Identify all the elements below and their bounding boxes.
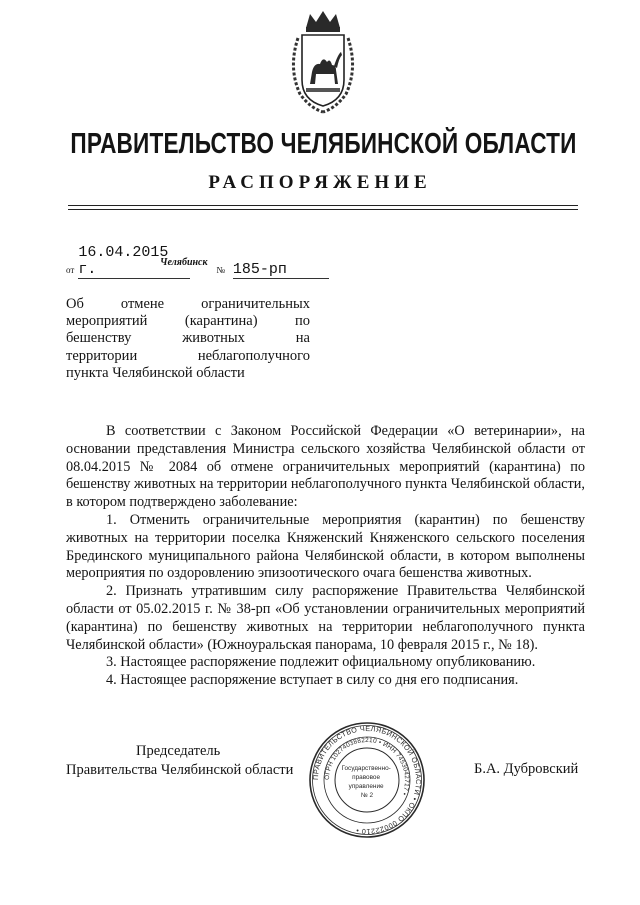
document-date: 16.04.2015 г. xyxy=(78,244,190,279)
header-divider-top xyxy=(68,205,578,206)
header-divider-bottom xyxy=(68,209,578,210)
signatory-organization: Правительства Челябинской области xyxy=(66,762,294,778)
preamble-paragraph: В соответствии с Законом Российской Федерации «О ветеринарии», на основании представления Министра сельского хозяйства Челябинской области от 08.04.2015 № 2084 об отмене ограничительных мероприятий (карантина) по бешенству животных на территории неблагополучного пункта Челябинской области, в котором подтверждено заболевание: xyxy=(66,423,585,511)
official-seal-icon xyxy=(307,720,427,840)
signatory-title: Председатель xyxy=(136,743,221,759)
subject-line: территории неблагополучного xyxy=(66,347,310,364)
subject-line: бешенству животных на xyxy=(66,330,310,347)
clause-2: 2. Признать утратившим силу распоряжение Правительства Челябинской области от 05.02.2015 г. № 38-рп «Об установлении ограничительных мероприятий (карантина) по бешенству животных на территории неблагополучного пункта Челябинской области» (Южноуральская панорама, 10 февраля 2015 г., № 18). xyxy=(66,583,585,653)
subject-line: мероприятий (карантина) по xyxy=(66,313,310,330)
city-label: Челябинск xyxy=(160,257,208,268)
document-subject xyxy=(66,296,310,382)
seal-center-line: управление xyxy=(348,783,384,790)
clause-4: 4. Настоящее распоряжение вступает в силу со дня его подписания. xyxy=(106,672,519,689)
subject-line: Об отмене ограничительных xyxy=(66,296,310,312)
clause-3: 3. Настоящее распоряжение подлежит официальному опубликованию. xyxy=(106,654,536,671)
seal-center-line: № 2 xyxy=(360,792,374,799)
document-number: 185-рп xyxy=(233,261,329,279)
signatory-name: Б.А. Дубровский xyxy=(474,761,579,777)
svg-text:Государственно- правовое xyxy=(341,765,392,799)
seal-center-line: Государственно- xyxy=(341,765,391,772)
date-prefix: от xyxy=(66,265,75,275)
seal-outer-text: ПРАВИТЕЛЬСТВО ЧЕЛЯБИНСКОЙ ОБЛАСТИ • ОКПО 00022210 • xyxy=(310,723,424,837)
seal-center-line: правовое xyxy=(352,774,381,781)
subject-line: пункта Челябинской области xyxy=(66,364,245,381)
coat-of-arms-icon xyxy=(286,8,360,116)
clause-1: 1. Отменить ограничительные мероприятия (карантин) по бешенству животных на территории поселка Княженский Княженского сельского поселения Брединского муниципального района Челябинской области, в котором выполнены мероприятия по оздоровлению эпизоотического очага бешенства животных. xyxy=(66,511,585,582)
seal-inner-text: ОГРН 1027403882210 • ИНН 7453042717 • xyxy=(323,736,411,797)
document-type-heading: РАСПОРЯЖЕНИЕ xyxy=(208,172,432,193)
document-body xyxy=(66,423,585,690)
organization-title: ПРАВИТЕЛЬСТВО ЧЕЛЯБИНСКОЙ ОБЛАСТИ xyxy=(70,128,577,160)
number-prefix: № xyxy=(216,265,225,275)
